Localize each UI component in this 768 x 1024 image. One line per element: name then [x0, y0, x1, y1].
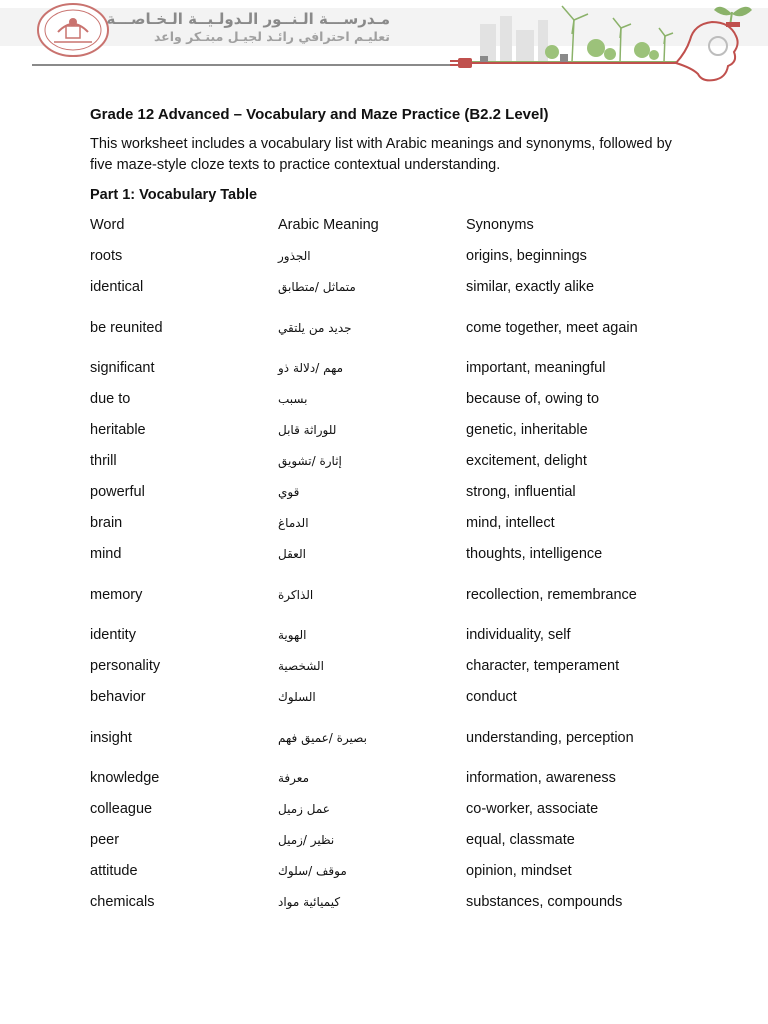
vocab-arabic-meaning: الجذور — [278, 249, 311, 263]
vocab-arabic-meaning: جديد من يلتقي — [278, 320, 352, 335]
vocab-arabic-cell — [278, 713, 466, 763]
vocab-arabic-meaning: الذاكرة — [278, 587, 314, 602]
vocab-arabic-meaning: الهوية — [278, 628, 307, 642]
table-row — [90, 415, 690, 446]
vocab-synonyms: opinion, mindset — [466, 863, 572, 879]
table-row — [90, 856, 690, 887]
vocab-word: be reunited — [90, 319, 163, 336]
vocabulary-table — [90, 210, 690, 918]
table-row — [90, 477, 690, 508]
vocab-arabic-meaning: موقف /سلوك — [278, 864, 347, 878]
vocab-synonyms: individuality, self — [466, 627, 571, 643]
vocab-synonyms: character, temperament — [466, 658, 620, 674]
vocab-word: identity — [90, 627, 136, 643]
vocab-synonyms: important, meaningful — [466, 360, 606, 376]
vocab-arabic-meaning: نظير /زميل — [278, 833, 335, 847]
vocab-arabic-cell — [278, 651, 466, 682]
vocab-arabic-cell — [278, 353, 466, 384]
school-motto: تعليـم احترافي رائـد لجيـل مبتـكر واعد — [153, 29, 390, 44]
table-row — [90, 620, 690, 651]
vocab-arabic-cell — [278, 856, 466, 887]
vocab-arabic-meaning: كيميائية مواد — [278, 895, 341, 909]
vocab-synonyms: understanding, perception — [466, 729, 634, 746]
vocab-synonyms: equal, classmate — [466, 832, 575, 848]
header-rule — [32, 64, 472, 66]
vocab-word: significant — [90, 360, 155, 376]
part1-heading: Part 1: Vocabulary Table — [90, 187, 258, 203]
table-row — [90, 682, 690, 713]
school-name: مـدرســـة الـنــور الـدولـيــة الـخـاصـــة — [106, 10, 390, 28]
vocab-synonyms: recollection, remembrance — [466, 586, 637, 603]
vocab-arabic-meaning: للوراثة قابل — [278, 423, 337, 437]
vocab-arabic-cell — [278, 272, 466, 303]
vocab-synonyms: co-worker, associate — [466, 801, 599, 817]
table-row — [90, 508, 690, 539]
vocab-arabic-meaning: الدماغ — [278, 516, 309, 530]
table-row — [90, 241, 690, 272]
vocab-synonyms: excitement, delight — [466, 453, 587, 469]
vocab-arabic-meaning: بسبب — [278, 392, 308, 406]
vocab-synonyms: thoughts, intelligence — [466, 546, 603, 562]
vocab-arabic-cell — [278, 415, 466, 446]
vocab-word: memory — [90, 586, 143, 603]
table-row — [90, 570, 690, 620]
school-logo-icon — [36, 2, 110, 58]
vocab-synonyms: strong, influential — [466, 484, 576, 500]
vocab-word: due to — [90, 391, 131, 407]
vocab-arabic-cell — [278, 887, 466, 918]
vocab-synonyms: origins, beginnings — [466, 248, 587, 264]
vocab-arabic-cell — [278, 620, 466, 651]
vocab-word: heritable — [90, 422, 146, 438]
vocab-arabic-meaning: السلوك — [278, 690, 316, 704]
table-row — [90, 303, 690, 353]
vocab-word: brain — [90, 515, 123, 531]
vocab-synonyms: conduct — [466, 689, 517, 705]
table-row — [90, 272, 690, 303]
vocab-synonyms: because of, owing to — [466, 391, 600, 407]
header-synonyms: Synonyms — [466, 217, 534, 233]
document-title: Grade 12 Advanced – Vocabulary and Maze Practice (B2.2 Level) — [90, 106, 549, 123]
table-row — [90, 713, 690, 763]
table-row — [90, 763, 690, 794]
vocab-arabic-cell — [278, 384, 466, 415]
document-body — [90, 104, 690, 918]
table-row — [90, 651, 690, 682]
vocab-arabic-cell — [278, 763, 466, 794]
vocab-word: behavior — [90, 689, 146, 705]
table-row — [90, 446, 690, 477]
vocab-synonyms: substances, compounds — [466, 894, 623, 910]
vocab-word: knowledge — [90, 770, 160, 786]
vocab-word: insight — [90, 729, 132, 746]
vocab-word: roots — [90, 248, 123, 264]
vocab-word: powerful — [90, 484, 145, 500]
vocab-arabic-meaning: معرفة — [278, 771, 310, 785]
vocab-word: peer — [90, 832, 120, 848]
vocab-arabic-cell — [278, 446, 466, 477]
vocab-arabic-cell — [278, 794, 466, 825]
vocab-synonyms: mind, intellect — [466, 515, 555, 531]
vocab-synonyms: similar, exactly alike — [466, 279, 595, 295]
table-row — [90, 353, 690, 384]
vocab-arabic-meaning: متماثل /متطابق — [278, 280, 356, 294]
vocab-arabic-meaning: بصيرة /عميق فهم — [278, 730, 367, 745]
table-row — [90, 825, 690, 856]
vocab-arabic-cell — [278, 303, 466, 353]
letterhead — [0, 0, 768, 92]
vocab-arabic-meaning: الشخصية — [278, 659, 324, 673]
vocab-word: personality — [90, 658, 161, 674]
vocab-arabic-cell — [278, 508, 466, 539]
header-illustration — [440, 0, 768, 90]
vocab-arabic-cell — [278, 570, 466, 620]
vocab-word: attitude — [90, 863, 138, 879]
intro-paragraph: This worksheet includes a vocabulary list with Arabic meanings and synonyms, followed by five maze-style cloze texts to practice contextual understanding. — [90, 136, 672, 173]
vocab-word: mind — [90, 546, 122, 562]
table-header-row — [90, 210, 690, 241]
vocab-arabic-meaning: إثارة /تشويق — [278, 454, 342, 468]
table-row — [90, 887, 690, 918]
vocab-word: colleague — [90, 801, 153, 817]
vocab-synonyms: come together, meet again — [466, 319, 638, 336]
header-word: Word — [90, 217, 125, 233]
vocab-arabic-cell — [278, 539, 466, 570]
header-arabic-meaning: Arabic Meaning — [278, 217, 379, 233]
vocab-synonyms: information, awareness — [466, 770, 616, 786]
vocab-arabic-cell — [278, 682, 466, 713]
vocab-word: chemicals — [90, 894, 155, 910]
vocab-arabic-meaning: العقل — [278, 547, 306, 561]
vocab-arabic-meaning: قوي — [278, 485, 300, 499]
vocab-word: identical — [90, 279, 144, 295]
vocab-arabic-meaning: عمل زميل — [278, 802, 330, 816]
table-row — [90, 794, 690, 825]
vocab-synonyms: genetic, inheritable — [466, 422, 588, 438]
vocab-arabic-meaning: مهم /دلالة ذو — [278, 361, 344, 375]
vocab-arabic-cell — [278, 825, 466, 856]
table-row — [90, 384, 690, 415]
table-row — [90, 539, 690, 570]
vocab-word: thrill — [90, 453, 117, 469]
vocab-arabic-cell — [278, 477, 466, 508]
head-plant-icon — [676, 7, 752, 81]
vocab-arabic-cell — [278, 241, 466, 272]
